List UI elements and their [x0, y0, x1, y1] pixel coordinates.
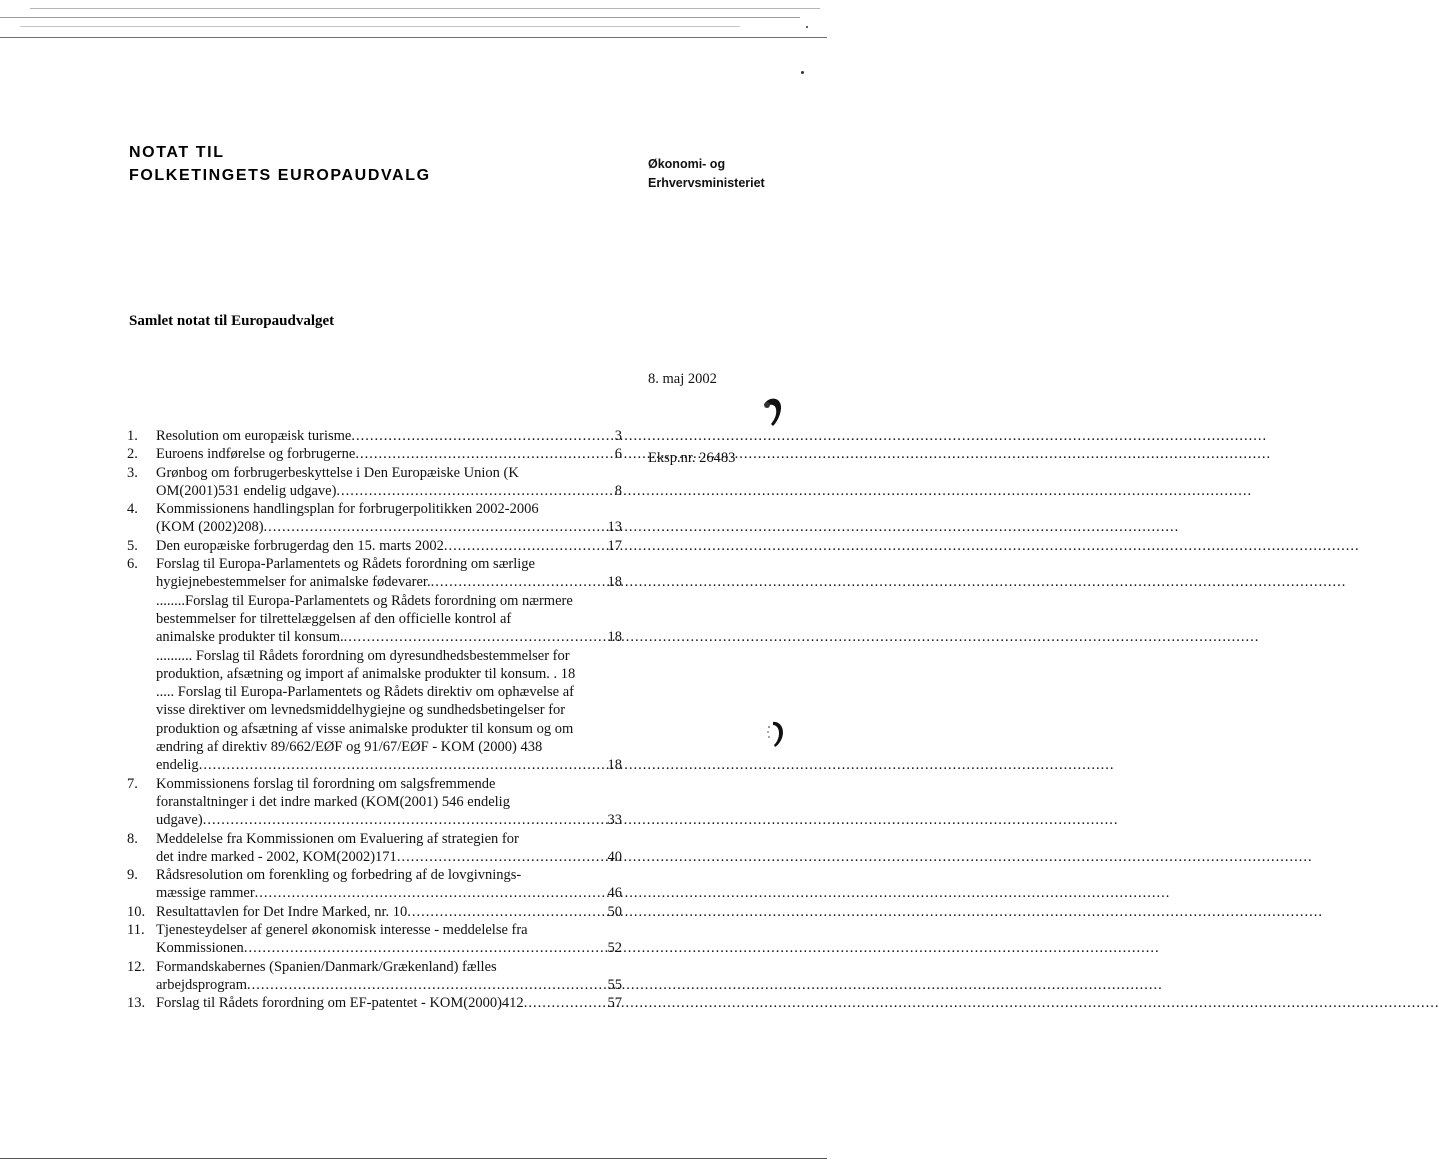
- scan-mark: [765, 718, 789, 748]
- toc-line-text: .......... Forslag til Rådets forordning om dyresundhedsbestemmelser for: [156, 647, 570, 664]
- toc-line: [156, 445, 622, 463]
- toc-leader-dots: [203, 811, 606, 829]
- toc-line: [156, 793, 622, 811]
- toc-line: [156, 683, 622, 701]
- toc-line: [156, 921, 622, 939]
- toc-item-number: 3.: [127, 464, 138, 481]
- toc-item-number: 4.: [127, 501, 138, 518]
- toc-line-text: bestemmelser for tilrettelæggelsen af den officielle kontrol af: [156, 610, 512, 627]
- toc-line: [156, 665, 622, 683]
- toc-line: [156, 610, 622, 628]
- ministry-line-2: Erhvervsministeriet: [648, 176, 765, 190]
- toc-page-number: 55: [607, 976, 622, 993]
- toc-line-text: Forslag til Europa-Parlamentets og Rådets forordning om særlige: [156, 556, 535, 573]
- toc-item: [127, 958, 622, 995]
- toc-leader-dots: [344, 628, 606, 646]
- toc-page-number: 18: [607, 629, 622, 646]
- toc-line: [156, 738, 622, 756]
- toc-line-text: foranstaltninger i det indre marked (KOM(2001) 546 endelig: [156, 793, 510, 810]
- toc-page-number: 52: [607, 940, 622, 957]
- toc-line-text: Formandskabernes (Spanien/Danmark/Grækenland) fælles: [156, 958, 497, 975]
- scan-speck: [806, 26, 808, 28]
- toc-item-number: 11.: [127, 922, 145, 939]
- toc-page-number: 33: [607, 812, 622, 829]
- toc-page-number: 6: [614, 446, 622, 463]
- toc-item: [127, 994, 622, 1012]
- toc-leader-dots: [264, 518, 606, 536]
- toc-leader-dots: [336, 482, 612, 500]
- toc-line-text: endelig: [156, 757, 199, 774]
- toc-item-body: [156, 866, 622, 903]
- toc-line: [156, 830, 622, 848]
- toc-line: [156, 775, 622, 793]
- toc-item: [127, 775, 622, 830]
- toc-line-text: Kommissionens forslag til forordning om salgsfremmende: [156, 775, 496, 792]
- heading-line-2: FOLKETINGETS EUROPAUDVALG: [129, 167, 431, 184]
- table-of-contents: [127, 427, 622, 1013]
- toc-leader-dots: [524, 994, 606, 1012]
- toc-line: [156, 976, 622, 994]
- toc-line-text: Resultattavlen for Det Indre Marked, nr. 10: [156, 903, 408, 920]
- toc-item-body: [156, 500, 622, 537]
- scan-artifact-top: [0, 0, 827, 46]
- toc-line-text: produktion og afsætning af visse animalske produkter til konsum og om: [156, 720, 574, 737]
- toc-line: [156, 537, 622, 555]
- scan-speck: [801, 71, 804, 74]
- toc-line: [156, 884, 622, 902]
- toc-item-body: [156, 958, 622, 995]
- toc-line-text: OM(2001)531 endelig udgave): [156, 482, 337, 499]
- toc-page-number: 17: [607, 537, 622, 554]
- toc-line: [156, 866, 622, 884]
- toc-item-number: 7.: [127, 775, 138, 792]
- toc-line: [156, 903, 622, 921]
- toc-line-text: Den europæiske forbrugerdag den 15. marts 2002: [156, 537, 444, 554]
- toc-item-body: [156, 830, 622, 867]
- toc-item-number: 8.: [127, 830, 138, 847]
- toc-line-text: det indre marked - 2002, KOM(2002)171: [156, 848, 397, 865]
- scan-artifact-bottom: [0, 1155, 827, 1163]
- toc-line: [156, 647, 622, 665]
- toc-leader-dots: [397, 848, 606, 866]
- toc-page-number: 18: [607, 574, 622, 591]
- toc-item-body: [156, 921, 622, 958]
- toc-item-number: 1.: [127, 428, 138, 444]
- toc-item: [127, 537, 622, 555]
- toc-page-number: 57: [607, 995, 622, 1012]
- toc-line: [156, 811, 622, 829]
- toc-line: [156, 756, 622, 774]
- toc-leader-dots: [431, 573, 606, 591]
- toc-line-text: Forslag til Rådets forordning om EF-patentet - KOM(2000)412: [156, 995, 524, 1012]
- heading-line-1: NOTAT TIL: [129, 144, 225, 161]
- toc-page-number: 13: [607, 519, 622, 536]
- toc-item-body: [156, 555, 622, 775]
- toc-leader-dots: [407, 903, 605, 921]
- toc-line: [156, 592, 622, 610]
- toc-line-text: ..... Forslag til Europa-Parlamentets og Rådets direktiv om ophævelse af: [156, 684, 575, 701]
- toc-line-text: Rådsresolution om forenkling og forbedring af de lovgivnings-: [156, 867, 522, 884]
- toc-line-text: Grønbog om forbrugerbeskyttelse i Den Europæiske Union (K: [156, 464, 519, 481]
- toc-item: [127, 427, 622, 445]
- toc-line: [156, 518, 622, 536]
- ministry-line-1: Økonomi- og: [648, 157, 726, 171]
- toc-item-number: 13.: [127, 995, 146, 1012]
- toc-item-number: 6.: [127, 556, 138, 573]
- toc-line-text: ændring af direktiv 89/662/EØF og 91/67/EØF - KOM (2000) 438: [156, 739, 543, 756]
- toc-item: [127, 500, 622, 537]
- toc-line: [156, 555, 622, 573]
- toc-item-body: [156, 903, 622, 921]
- toc-line: [156, 628, 622, 646]
- toc-item: [127, 464, 622, 501]
- toc-item: [127, 903, 622, 921]
- toc-item: [127, 830, 622, 867]
- document-subtitle: Samlet notat til Europaudvalget: [129, 313, 335, 329]
- document-heading: [129, 141, 431, 187]
- toc-item-body: [156, 775, 622, 830]
- toc-leader-dots: [355, 445, 612, 463]
- toc-item-body: [156, 445, 622, 463]
- toc-line-text: udgave): [156, 812, 203, 829]
- toc-line-text: Meddelelse fra Kommissionen om Evaluering af strategien for: [156, 830, 519, 847]
- toc-leader-dots: [247, 976, 606, 994]
- toc-leader-dots: [199, 756, 606, 774]
- toc-line: [156, 939, 622, 957]
- toc-item: [127, 555, 622, 775]
- toc-line: [156, 994, 622, 1012]
- toc-line-text: Tjenesteydelser af generel økonomisk interesse - meddelelse fra: [156, 922, 528, 939]
- ministry-name: [648, 155, 765, 193]
- toc-line: [156, 500, 622, 518]
- toc-page-number: 40: [607, 848, 622, 865]
- toc-item: [127, 866, 622, 903]
- toc-line-text: (KOM (2002)208): [156, 519, 264, 536]
- toc-item-body: [156, 427, 622, 445]
- toc-line-text: visse direktiver om levnedsmiddelhygiejne og sundhedsbetingelser for: [156, 702, 566, 719]
- toc-line: [156, 464, 622, 482]
- scan-mark: [760, 395, 786, 427]
- toc-line-text: Kommissionen: [156, 940, 244, 957]
- toc-page-number: 46: [607, 885, 622, 902]
- toc-line: [156, 701, 622, 719]
- toc-line: [156, 720, 622, 738]
- toc-line-text: Euroens indførelse og forbrugerne: [156, 446, 356, 463]
- toc-line-text: animalske produkter til konsum.: [156, 629, 344, 646]
- toc-line: [156, 573, 622, 591]
- document-date: 8. maj 2002: [648, 371, 717, 387]
- expedition-number: Eksp.nr. 26483: [648, 450, 736, 466]
- toc-item-body: [156, 537, 622, 555]
- toc-line-text: ........Forslag til Europa-Parlamentets og Rådets forordning om nærmere: [156, 592, 573, 609]
- toc-line: [156, 482, 622, 500]
- toc-line: [156, 958, 622, 976]
- toc-leader-dots: [444, 537, 606, 555]
- toc-line-text: mæssige rammer: [156, 885, 255, 902]
- toc-item: [127, 445, 622, 463]
- toc-leader-dots: [255, 884, 606, 902]
- toc-item-number: 2.: [127, 446, 138, 463]
- toc-item-number: 12.: [127, 958, 146, 975]
- toc-line-text: produktion, afsætning og import af animalske produkter til konsum. . 18: [156, 665, 576, 682]
- toc-leader-dots: [351, 427, 612, 445]
- toc-line-text: hygiejnebestemmelser for animalske fødevarer.: [156, 574, 431, 591]
- toc-line-text: Resolution om europæisk turisme: [156, 428, 352, 444]
- toc-page-number: 18: [607, 757, 622, 774]
- toc-line: [156, 848, 622, 866]
- toc-item-body: [156, 464, 622, 501]
- toc-item-number: 9.: [127, 867, 138, 884]
- toc-line-text: arbejdsprogram: [156, 976, 247, 993]
- toc-page-number: 3: [614, 428, 622, 444]
- toc-item-number: 10.: [127, 903, 146, 920]
- toc-item: [127, 921, 622, 958]
- toc-item-body: [156, 994, 622, 1012]
- toc-line-text: Kommissionens handlingsplan for forbrugerpolitikken 2002-2006: [156, 501, 539, 518]
- toc-item-number: 5.: [127, 537, 138, 554]
- toc-leader-dots: [244, 939, 606, 957]
- toc-line: [156, 427, 622, 445]
- toc-page-number: 50: [607, 903, 622, 920]
- toc-page-number: 8: [614, 482, 622, 499]
